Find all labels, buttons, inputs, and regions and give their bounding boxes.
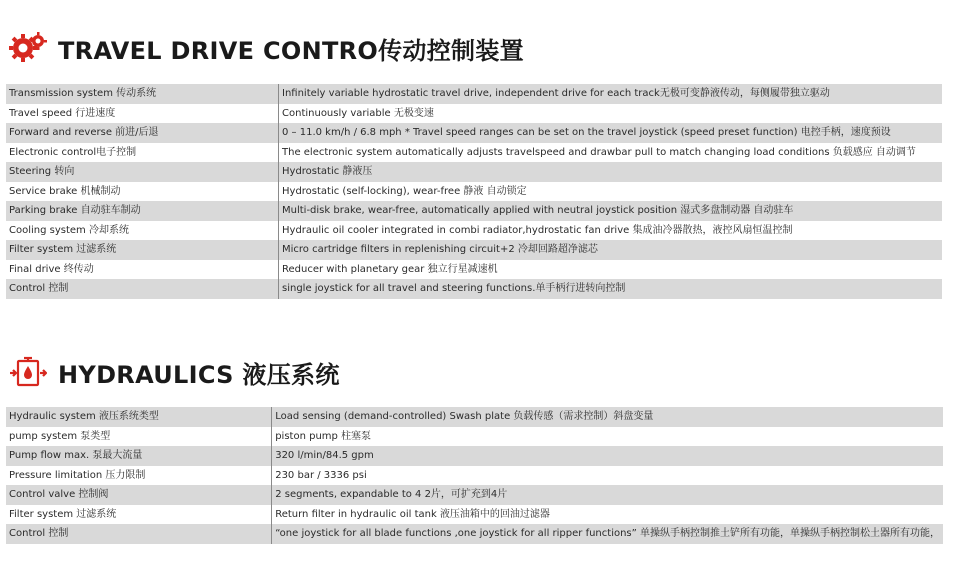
spec-value: Micro cartridge filters in replenishing circuit+2 冷却回路超净滤芯 [279,240,943,260]
spec-value: Load sensing (demand-controlled) Swash plate 负载传感（需求控制）斜盘变量 [272,407,943,427]
hydraulics-section-title: HYDRAULICS 液压系统 [58,360,340,389]
spec-label: Electronic control电子控制 [6,143,279,163]
spec-value: Hydraulic oil cooler integrated in combi radiator,hydrostatic fan drive 集成油冷器散热，液控风扇恒温控制 [279,221,943,241]
spec-row [6,104,942,124]
spec-row [6,407,943,427]
spec-label: pump system 泵类型 [6,427,272,447]
spec-value: single joystick for all travel and steering functions.单手柄行进转向控制 [279,279,943,299]
spec-value: Continuously variable 无极变速 [279,104,943,124]
spec-row [6,182,942,202]
spec-value: 320 l/min/84.5 gpm [272,446,943,466]
spec-label: Pump flow max. 泵最大流量 [6,446,272,466]
spec-row [6,201,942,221]
spec-row [6,84,942,104]
spec-value: 0 – 11.0 km/h / 6.8 mph * Travel speed ranges can be set on the travel joystick (speed preset function) 电控手柄，速度预设 [279,123,943,143]
spec-row [6,466,943,486]
spec-row [6,123,942,143]
spec-label: Transmission system 传动系统 [6,84,279,104]
spec-row [6,260,942,280]
spec-value: Return filter in hydraulic oil tank 液压油箱中的回油过滤器 [272,505,943,525]
spec-value: 230 bar / 3336 psi [272,466,943,486]
travel-section-title: TRAVEL DRIVE CONTRO传动控制装置 [58,36,524,65]
travel-section-header [8,30,524,66]
spec-row [6,279,942,299]
spec-value: Multi-disk brake, wear-free, automatically applied with neutral joystick position 湿式多盘制动器 自动驻车 [279,201,943,221]
spec-value: Hydrostatic (self-locking), wear-free 静液 自动锁定 [279,182,943,202]
spec-label: Control valve 控制阀 [6,485,272,505]
spec-row [6,427,943,447]
spec-label: Pressure limitation 压力限制 [6,466,272,486]
hydraulics-spec-table [6,407,943,544]
hydraulics-section-header [8,354,340,390]
spec-label: Final drive 终传动 [6,260,279,280]
spec-row [6,524,943,544]
spec-label: Hydraulic system 液压系统类型 [6,407,272,427]
spec-label: Travel speed 行进速度 [6,104,279,124]
spec-value: Infinitely variable hydrostatic travel drive, independent drive for each track无极可变静液传动，每侧履带独立驱动 [279,84,943,104]
spec-row [6,162,942,182]
spec-label: Control 控制 [6,524,272,544]
travel-spec-table [6,84,942,299]
spec-value: Reducer with planetary gear 独立行星减速机 [279,260,943,280]
spec-label: Filter system 过滤系统 [6,240,279,260]
spec-row [6,505,943,525]
spec-value: piston pump 柱塞泵 [272,427,943,447]
spec-value: “one joystick for all blade functions ,one joystick for all ripper functions” 单操纵手柄控制推土铲所有功能，单操纵手柄控制松土器所有功能， [272,524,943,544]
spec-label: Filter system 过滤系统 [6,505,272,525]
spec-row [6,143,942,163]
spec-row [6,221,942,241]
spec-row [6,485,943,505]
spec-row [6,240,942,260]
spec-label: Parking brake 自动驻车制动 [6,201,279,221]
spec-row [6,446,943,466]
spec-label: Service brake 机械制动 [6,182,279,202]
gears-icon [8,30,48,66]
spec-label: Cooling system 冷却系统 [6,221,279,241]
spec-value: 2 segments, expandable to 4 2片，可扩充到4片 [272,485,943,505]
spec-value: Hydrostatic 静液压 [279,162,943,182]
oil-tank-icon [8,354,48,390]
spec-label: Forward and reverse 前进/后退 [6,123,279,143]
spec-label: Steering 转向 [6,162,279,182]
spec-value: The electronic system automatically adjusts travelspeed and drawbar pull to match changing load conditions 负载感应 自动调节 [279,143,943,163]
spec-label: Control 控制 [6,279,279,299]
